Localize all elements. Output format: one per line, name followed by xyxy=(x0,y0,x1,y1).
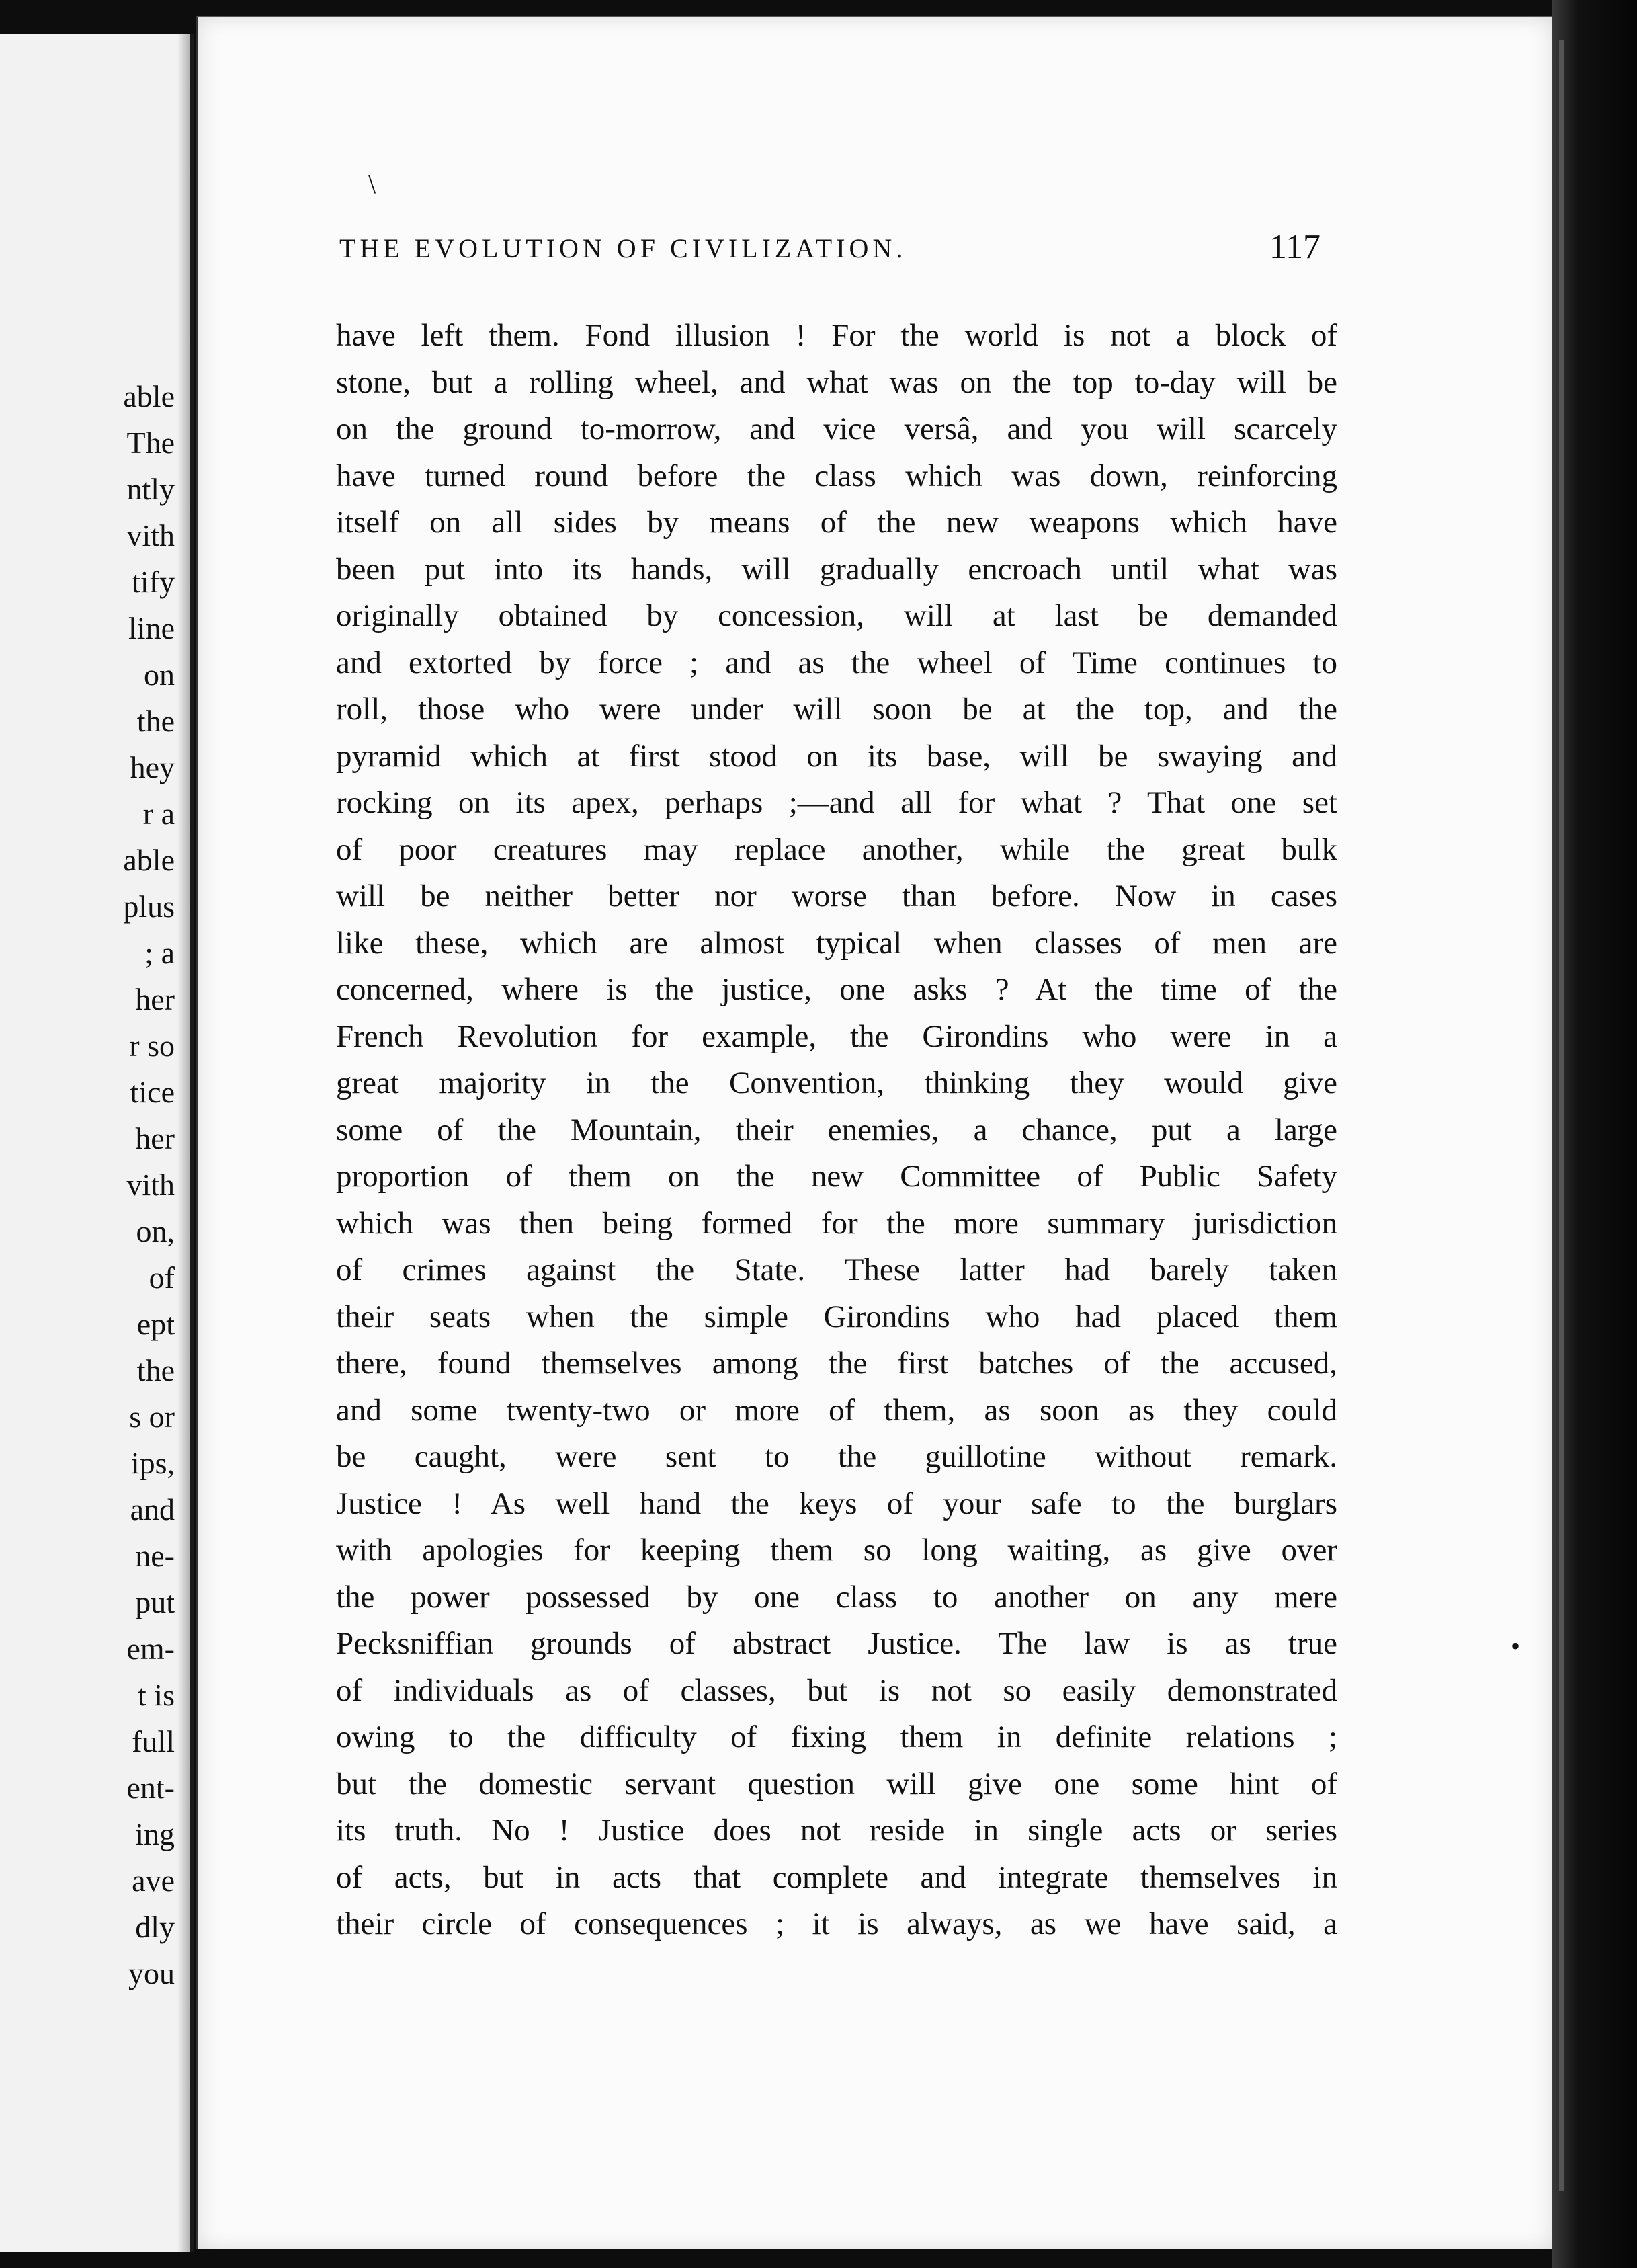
left-page-fragment: r a xyxy=(142,797,175,831)
text-line: rocking on its apex, perhaps ;—and all for what ? That one set xyxy=(336,785,1337,820)
left-page-fragment: full xyxy=(132,1724,175,1758)
text-line: owing to the difficulty of fixing them in definite relations ; xyxy=(336,1719,1337,1754)
text-line: been put into its hands, will gradually encroach until what was xyxy=(336,551,1337,587)
text-line: their seats when the simple Girondins who had placed them xyxy=(336,1299,1337,1334)
text-line: of acts, but in acts that complete and integrate themselves in xyxy=(336,1859,1337,1895)
text-line: which was then being formed for the more summary jurisdiction xyxy=(336,1205,1337,1241)
left-page-fragment: hey xyxy=(130,750,175,784)
left-page-fragment: put xyxy=(135,1585,175,1619)
left-page-fragment: her xyxy=(135,982,175,1016)
left-page-fragment: ave xyxy=(132,1863,175,1898)
text-line: and some twenty-two or more of them, as soon as they could xyxy=(336,1392,1337,1428)
left-page-fragment: The xyxy=(126,426,175,460)
left-page-fragment: t is xyxy=(138,1678,175,1712)
book-spine xyxy=(1559,40,1564,2191)
text-line: there, found themselves among the first batches of the accused, xyxy=(336,1346,1337,1381)
left-page-fragment: of xyxy=(149,1260,175,1295)
left-page-fragment: ntly xyxy=(126,472,175,506)
text-line: have left them. Fond illusion ! For the world is not a block of xyxy=(336,318,1337,353)
left-page-fragment: able xyxy=(123,379,175,413)
text-line: its truth. No ! Justice does not reside in single acts or series xyxy=(336,1813,1337,1848)
left-page-fragment: the xyxy=(136,704,175,738)
text-line: originally obtained by concession, will at last be demanded xyxy=(336,598,1337,633)
text-line: itself on all sides by means of the new weapons which have xyxy=(336,505,1337,540)
left-page-fragment: the xyxy=(136,1353,175,1387)
book-edge xyxy=(1552,0,1637,2268)
text-line: great majority in the Convention, thinking they would give xyxy=(336,1065,1337,1100)
left-page-fragment: dly xyxy=(135,1910,175,1944)
text-line: like these, which are almost typical when classes of men are xyxy=(336,925,1337,961)
left-page-fragment: tice xyxy=(130,1075,175,1109)
body-text xyxy=(336,313,1337,1948)
running-title: THE EVOLUTION OF CIVILIZATION. xyxy=(339,233,907,264)
left-page-fragment: s or xyxy=(129,1400,175,1434)
text-line: Pecksniffian grounds of abstract Justice. The law is as true xyxy=(336,1626,1337,1661)
left-page-fragment: line xyxy=(128,611,175,645)
text-line: concerned, where is the justice, one asks ? At the time of the xyxy=(336,972,1337,1007)
left-page-fragment: r so xyxy=(129,1028,175,1063)
left-page-fragment: ; a xyxy=(144,936,175,970)
text-line: have turned round before the class which was down, reinforcing xyxy=(336,458,1337,493)
text-line: of crimes against the State. These latter had barely taken xyxy=(336,1252,1337,1287)
left-page-fragments xyxy=(27,373,175,1996)
left-page-fragment: and xyxy=(130,1492,175,1527)
left-page-fragment: ing xyxy=(135,1817,175,1851)
text-line: the power possessed by one class to another on any mere xyxy=(336,1579,1337,1615)
text-line: French Revolution for example, the Girondins who were in a xyxy=(336,1018,1337,1054)
stray-mark-tick: \ xyxy=(368,169,376,199)
stray-mark-dot: • xyxy=(1511,1631,1521,1661)
text-line: some of the Mountain, their enemies, a chance, put a large xyxy=(336,1112,1337,1147)
left-page-strip xyxy=(0,34,194,2252)
text-line: be caught, were sent to the guillotine without remark. xyxy=(336,1439,1337,1474)
text-line: and extorted by force ; and as the wheel of Time continues to xyxy=(336,645,1337,680)
text-line: will be neither better nor worse than before. Now in cases xyxy=(336,879,1337,914)
text-line: stone, but a rolling wheel, and what was on the top to-day will be xyxy=(336,364,1337,400)
page-number: 117 xyxy=(1269,228,1320,266)
text-line: their circle of consequences ; it is always, as we have said, a xyxy=(336,1906,1337,1941)
text-line: of individuals as of classes, but is not so easily demonstrated xyxy=(336,1672,1337,1708)
text-line: of poor creatures may replace another, while the great bulk xyxy=(336,832,1337,867)
text-line: but the domestic servant question will give one some hint of xyxy=(336,1766,1337,1801)
text-line: Justice ! As well hand the keys of your safe to the burglars xyxy=(336,1486,1337,1521)
left-page-fragment: on xyxy=(144,657,175,692)
text-line: roll, those who were under will soon be at the top, and the xyxy=(336,692,1337,727)
text-line: pyramid which at first stood on its base, will be swaying and xyxy=(336,738,1337,774)
text-line: with apologies for keeping them so long waiting, as give over xyxy=(336,1533,1337,1568)
left-page-fragment: vith xyxy=(126,1168,175,1202)
gutter-shadow xyxy=(177,34,190,2252)
left-page-fragment: her xyxy=(135,1121,175,1156)
left-page-fragment: ept xyxy=(136,1307,175,1341)
left-page-fragment: able xyxy=(123,843,175,877)
left-page-fragment: on, xyxy=(136,1214,175,1248)
left-page-fragment: vith xyxy=(126,518,175,553)
left-page-fragment: ne- xyxy=(135,1539,175,1573)
running-head xyxy=(339,227,1320,274)
left-page-fragment: ips, xyxy=(130,1446,175,1480)
text-line: proportion of them on the new Committee of Public Safety xyxy=(336,1159,1337,1194)
text-line: on the ground to-morrow, and vice versâ, and you will scarcely xyxy=(336,411,1337,446)
left-page-fragment: em- xyxy=(126,1631,175,1666)
left-page-fragment: ent- xyxy=(126,1771,175,1805)
left-page-fragment: you xyxy=(128,1956,175,1990)
left-page-fragment: tify xyxy=(132,565,175,599)
left-page-fragment: plus xyxy=(123,889,175,924)
